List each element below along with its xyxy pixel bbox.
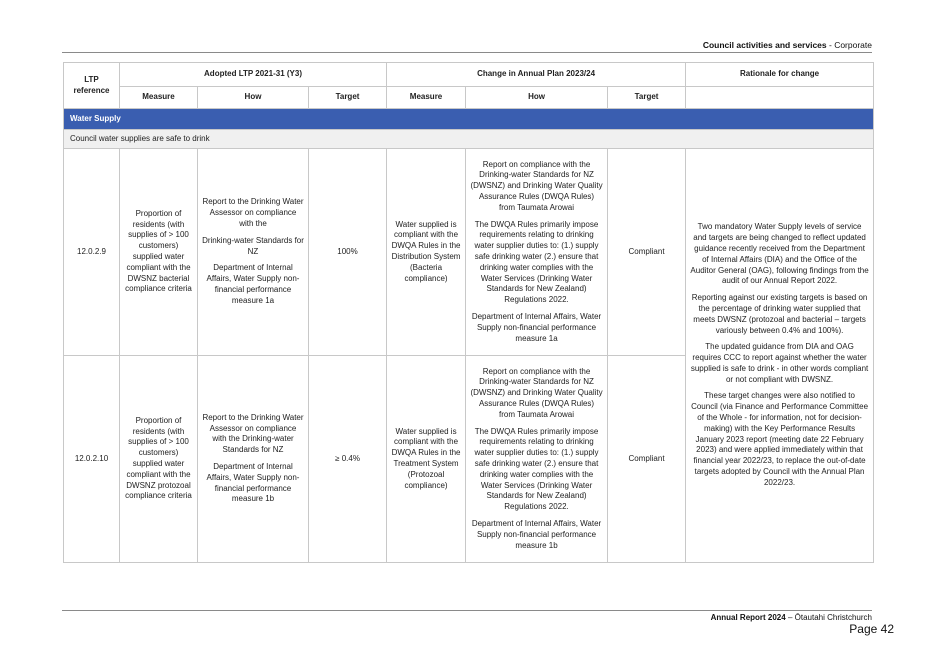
rationale-cell [686,149,874,563]
adopted-how-text: Department of Internal Affairs, Water Supply non-financial performance measure 1b [206,462,300,504]
adopted-how-text: Department of Internal Affairs, Water Supply non-financial performance measure 1a [206,263,300,305]
change-target-cell: Compliant [608,356,686,563]
adopted-measure-cell: Proportion of residents (with supplies of > 100 customers) supplied water compliant with the DWSNZ protozoal compliance criteria [120,356,198,563]
col-change-annual-plan: Change in Annual Plan 2023/24 [387,63,686,87]
header-rule [62,52,872,53]
change-how-text: The DWQA Rules primarily impose requirements relating to drinking water supplier duties to: (1.) supply safe drinking water (2.) ensure that drinking water complies with the Water Services (Drinking Water Standards for New Zealand) Regulations 2022. [474,426,599,512]
adopted-measure-cell: Proportion of residents (with supplies of > 100 customers) supplied water compliant with the DWSNZ bacterial compliance criteria [120,149,198,356]
col-change-measure: Measure [387,87,466,109]
col-rationale: Rationale for change [686,63,874,87]
header-subsection: Corporate [834,40,872,50]
col-ltp-reference: LTP reference [64,63,120,109]
change-how-text: Department of Internal Affairs, Water Supply non-financial performance measure 1b [471,518,602,550]
change-how-text: Report on compliance with the Drinking-water Standards for NZ (DWSNZ) and Drinking Water Quality Assurance Rules (DWQA Rules) from Taumata Arowai [470,366,603,419]
header-separator: - [826,40,835,50]
adopted-how-text: Drinking-water Standards for NZ [202,235,304,256]
col-adopted-ltp: Adopted LTP 2021-31 (Y3) [120,63,387,87]
rationale-paragraph: These target changes were also notified to Council (via Finance and Performance Committee of the Whole - for information, not for decision-making) with the Key Performance Results January 2023 report (meeting date 22 February 2023) and were applied immediately within that financial year 2022/23, to replace the out-of-date targets adopted by Council with the Annual Plan 2022/23. [691,391,869,487]
adopted-target-cell: ≥ 0.4% [309,356,387,563]
footer [711,613,872,622]
change-how-cell [466,356,608,563]
rationale-paragraph: Reporting against our existing targets is based on the percentage of drinking water supplied that meets DWSNZ (protozoal and bacterial – targets variously between 0.4% and 100%). [691,293,868,335]
rationale-paragraph: The updated guidance from DIA and OAG requires CCC to report against whether the water supplied is safe to drink - in other words compliant or not compliant with DWSNZ. [690,342,869,384]
footer-rule [62,610,872,611]
header-row-2 [64,87,874,109]
adopted-how-cell [198,149,309,356]
subsection-row [64,130,874,149]
change-how-text: Department of Internal Affairs, Water Supply non-financial performance measure 1a [471,311,602,343]
rationale-paragraph: Two mandatory Water Supply levels of service and targets are being changed to reflect updated guidance recently received from the Department of Internal Affairs (DIA) and the Office of the Auditor General (OAG), following findings from the audit of our Annual Report 2022. [690,222,869,286]
col-adopted-measure: Measure [120,87,198,109]
page-header [703,40,872,50]
section-row [64,109,874,130]
change-target-cell: Compliant [608,149,686,356]
section-title: Water Supply [64,109,874,130]
col-adopted-how: How [198,87,309,109]
table-row [64,149,874,356]
footer-separator: – [785,613,795,622]
header-row-1 [64,63,874,87]
page-number: Page 42 [849,622,894,636]
change-measure-cell: Water supplied is compliant with the DWQA Rules in the Distribution System (Bacteria compliance) [387,149,466,356]
subsection-title: Council water supplies are safe to drink [64,130,874,149]
col-adopted-target: Target [309,87,387,109]
adopted-how-text: Report to the Drinking Water Assessor on compliance with the Drinking-water Standards for NZ [202,412,304,455]
change-how-text: The DWQA Rules primarily impose requirements relating to drinking water supplier duties to: (1.) supply safe drinking water (2.) ensure that drinking water complies with the Water Services (Drinking Water Standards for New Zealand) Regulations 2022. [474,219,599,305]
levels-of-service-table [63,62,874,563]
col-change-target: Target [608,87,686,109]
ltp-ref-cell: 12.0.2.9 [64,149,120,356]
change-how-cell [466,149,608,356]
change-how-text: Report on compliance with the Drinking-water Standards for NZ (DWSNZ) and Drinking Water Quality Assurance Rules (DWQA Rules) from Taumata Arowai [470,159,603,212]
adopted-target-cell: 100% [309,149,387,356]
col-rationale-empty [686,87,874,109]
adopted-how-text: Report to the Drinking Water Assessor on compliance with the [202,197,304,228]
change-measure-cell: Water supplied is compliant with the DWQA Rules in the Treatment System (Protozoal compliance) [387,356,466,563]
header-section: Council activities and services [702,40,827,50]
adopted-how-cell [198,356,309,563]
col-change-how: How [466,87,608,109]
ltp-ref-cell: 12.0.2.10 [64,356,120,563]
footer-subtitle: Ōtautahi Christchurch [794,613,872,622]
footer-title: Annual Report 2024 [710,613,786,622]
